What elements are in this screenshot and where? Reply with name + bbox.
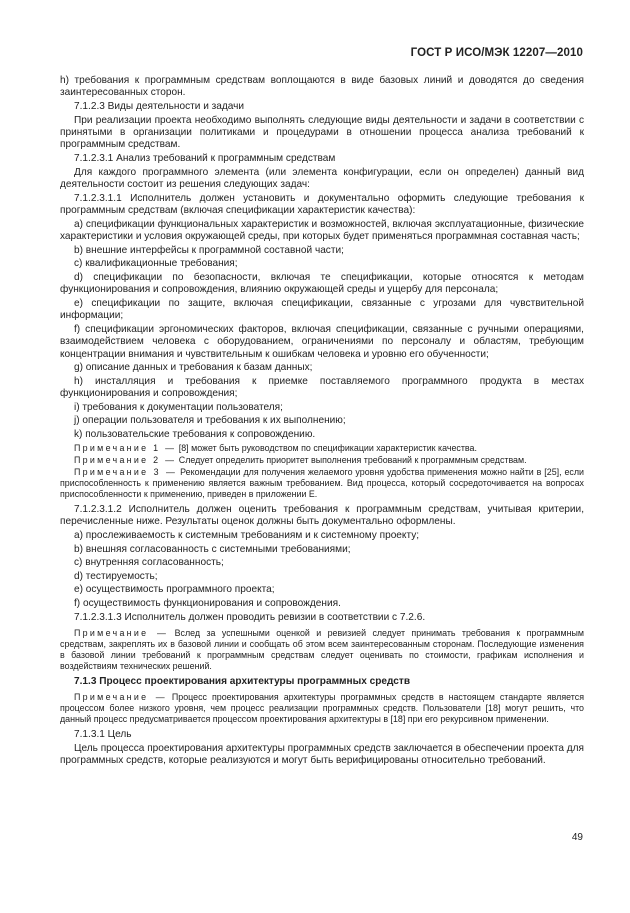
paragraph: При реализации проекта необходимо выполнять следующие виды деятельности и задачи в соответствии с принятыми в организации политиками и процедурами в отношении процесса анализа требований к программным средствам. [60,114,584,151]
paragraph: h) требования к программным средствам воплощаются в виде базовых линий и доводятся до сведения заинтересованных сторон. [60,75,584,99]
list-item: d) тестируемость; [74,570,158,582]
list-item: e) спецификации по защите, включая спецификации, связанные с угрозами для чувствительной информации; [60,297,584,322]
section-title: 7.1.3 Процесс проектирования архитектуры программных средств [74,675,411,687]
note-text: Процесс проектирования архитектуры программных средств в настоящем стандарте является процессом более низкого уровня, чем процесс реализации программных средств. Пользователи [18] могут решить, что данный процесс предусматривается процессом проектирования архитектуры в [18] при его рекурсивном применении. [60,692,585,725]
section-heading: 7.1.2.3.1 Анализ требований к программным средствам [74,153,336,164]
list-item: e) осуществимость программного проекта; [74,584,275,596]
list-item: f) осуществимость функционирования и сопровождения. [74,597,341,609]
paragraph: 7.1.2.3.1.3 Исполнитель должен проводить ревизии в соответствии с 7.2.6. [74,611,426,623]
list-item: c) внутренняя согласованность; [74,557,224,569]
section-heading: 7.1.3.1 Цель [74,729,132,741]
note-label: Примечание — [74,627,169,638]
list-item: b) внешняя согласованность с системными требованиями; [74,543,351,555]
note-text: [8] может быть руководством по спецификации характеристик качества. [176,442,477,453]
list-item: d) спецификации по безопасности, включая те спецификации, которые относятся к методам функционирования и сопровождения, влиянию окружающей среды и ущербу для персонала; [60,271,584,296]
list-item: a) спецификации функциональных характеристик и возможностей, включая эксплуатационные, физические характеристики и условия окружающей среды, при которых будет применяться программная составная часть; [60,218,584,242]
list-item: j) операции пользователя и требования к их выполнению; [74,415,346,427]
paragraph: 7.1.2.3.1.2 Исполнитель должен оценить требования к программным средствам, учитывая критерии, перечисленные ниже. Результаты оценок должны быть документально оформлены. [60,503,584,528]
note-label: Примечание 3 — [74,466,178,477]
list-item: f) спецификации эргономических факторов, включая спецификации, связанные с ручными операциями, взаимодействием человека с оборудованием, ограничениями по персоналу и областям, требующим концентрации внимания и чувствительным к ошибкам человека и уровню его обученности; [60,323,584,360]
note-label: Примечание 2 — [74,454,177,465]
list-item: c) квалификационные требования; [74,258,238,270]
document-header: ГОСТ Р ИСО/МЭК 12207—2010 [410,47,583,59]
paragraph: 7.1.2.3.1.1 Исполнитель должен установить и документально оформить следующие требования к программным средствам (включая спецификации характеристик качества): [60,192,584,216]
list-item: i) требования к документации пользователя; [74,401,283,413]
note-text: Следует определить приоритет выполнения требований к программным средствам. [176,454,527,465]
note [60,467,584,500]
list-item: h) инсталляция и требования к приемке поставляемого программного продукта в местах функционирования и сопровождения; [60,375,584,400]
list-item: a) прослеживаемость к системным требованиям и к системному проекту; [74,529,420,541]
note [60,692,584,725]
note-text: Рекомендации для получения желаемого уровня удобства применения можно найти в [25], если приспособленность к применению является важным требованием. Вид процесса, который сосредоточивается на вопросах приспособленности к применению, приведен в приложении Е. [60,466,585,499]
note [60,443,584,454]
note-label: Примечание — [74,692,167,703]
list-item: k) пользовательские требования к сопровождению. [74,428,316,440]
note-label: Примечание 1 — [74,442,177,453]
page-number: 49 [571,832,583,843]
note [60,455,584,466]
list-item: g) описание данных и требования к базам данных; [74,362,313,374]
section-heading: 7.1.2.3 Виды деятельности и задачи [74,101,245,112]
list-item: b) внешние интерфейсы к программной составной части; [74,244,344,256]
note-text: Вслед за успешными оценкой и ревизией следует принимать требования к программным средствам, закреплять их в базовой линии и сообщать об этом всем заинтересованным сторонам. Последующие изменения в базовой линии требований к программным средствам следует оценивать по стоимости, графикам исполнения и воздействиям технических решений. [60,627,584,671]
note [60,628,584,672]
page-body [60,75,584,769]
paragraph: Цель процесса проектирования архитектуры программных средств заключается в обеспечении проекта для программных средств, которые реализуются и могут быть верифицированы относительно требований. [60,742,584,767]
paragraph: Для каждого программного элемента (или элемента конфигурации, если он определен) данный вид деятельности состоит из решения следующих задач: [60,166,584,190]
